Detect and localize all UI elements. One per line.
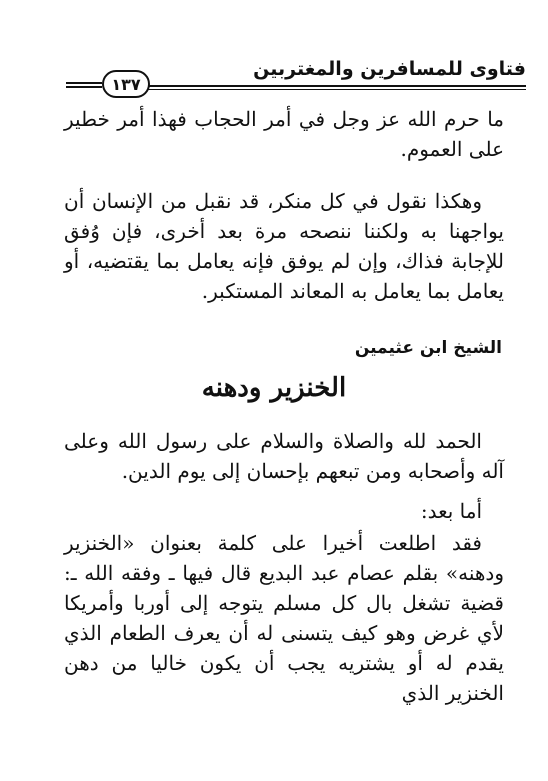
paragraph-3: الحمد لله والصلاة والسلام على رسول الله وعلى آله وأصحابه ومن تبعهم بإحسان إلى يوم الدين. [64,429,504,483]
section-title: الخنزير ودهنه [201,373,347,403]
paragraph-5: فقد اطلعت أخيرا على كلمة بعنوان «الخنزير ودهنه» بقلم عصام عبد البديع قال فيها ـ وفقه الله ـ: قضية تشغل بال كل مسلم يتوجه إلى أوربا وأمريكا لأي غرض وهو كيف يتسنى له أن يعرف الطعام الذي يقدم له أو يشتريه يجب أن يكون خاليا من دهن الخنزير الذي [64,531,504,705]
header-rule-left [66,82,102,88]
author-attribution: الشيخ ابن عثيمين [354,338,502,358]
page-number: ١٣٧ [102,70,150,98]
paragraph-4: أما بعد: [420,499,482,523]
paragraph-2: وهكذا نقول في كل منكر، قد نقبل من الإنسان أن يواجهنا به ولكننا ننصحه مرة بعد أخرى، فإن وُفق للإجابة فذاك، وإن لم يوفق فإنه يعامل بما يقتضيه، أو يعامل بما يعامل به المعاند المستكبر. [64,189,504,303]
book-title: فتاوى للمسافرين والمغتربين [253,58,526,80]
header-rule [148,85,526,90]
paragraph-1: ما حرم الله عز وجل في أمر الحجاب فهذا أمر خطير على العموم. [64,107,504,161]
running-header [66,56,526,96]
